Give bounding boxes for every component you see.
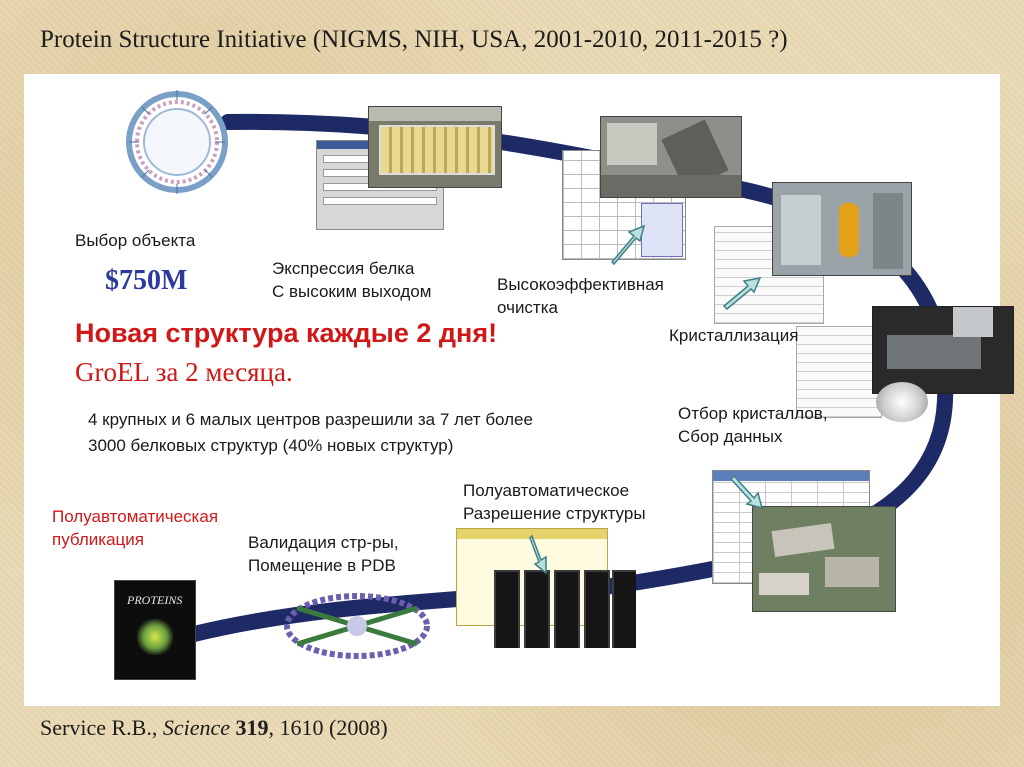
label-purification-line1: Высокоэффективная xyxy=(497,275,664,294)
arrow-crystallization xyxy=(724,278,760,309)
arrow-purification xyxy=(612,226,644,264)
groel-headline: GroEL за 2 месяца. xyxy=(75,357,293,387)
label-validation-line1: Валидация стр-ры, xyxy=(248,533,399,552)
label-validation-line2: Помещение в PDB xyxy=(248,555,396,575)
centers-statistic xyxy=(88,407,533,460)
label-crystal-selection-line2: Сбор данных xyxy=(678,426,783,446)
label-crystal-selection xyxy=(678,403,828,449)
budget-figure: $750M xyxy=(105,265,188,296)
citation-volume: 319 xyxy=(235,715,269,740)
label-publication xyxy=(52,506,218,552)
label-structure-solution xyxy=(463,480,646,526)
label-expression-line2: С высоким выходом xyxy=(272,281,432,301)
label-purification-line2: очистка xyxy=(497,297,558,317)
label-structure-solution-line1: Полуавтоматическое xyxy=(463,481,630,500)
label-expression xyxy=(272,258,431,304)
centers-statistic-line1: 4 крупных и 6 малых центров разрешили за 7 лет более xyxy=(88,410,533,429)
citation-suffix: , 1610 (2008) xyxy=(268,715,388,740)
slide-title: Protein Structure Initiative (NIGMS, NIH, USA, 2001-2010, 2011-2015 ?) xyxy=(40,26,788,53)
label-validation xyxy=(248,532,399,578)
label-purification xyxy=(497,274,664,320)
label-crystallization: Кристаллизация xyxy=(669,326,799,345)
label-target-selection: Выбор объекта xyxy=(75,231,196,250)
label-crystal-selection-line1: Отбор кристаллов, xyxy=(678,404,828,423)
label-publication-line2: публикация xyxy=(52,529,144,549)
centers-statistic-line2: 3000 белковых структур (40% новых структур) xyxy=(88,436,454,456)
journal-cover-title: PROTEINS xyxy=(127,593,183,607)
arrow-structure-solution xyxy=(530,536,546,573)
citation xyxy=(40,715,388,741)
structure-rate-headline: Новая структура каждые 2 дня! xyxy=(75,318,498,348)
label-structure-solution-line2: Разрешение структуры xyxy=(463,503,646,523)
label-expression-line1: Экспрессия белка xyxy=(272,259,415,278)
label-publication-line1: Полуавтоматическая xyxy=(52,507,219,526)
citation-prefix: Service R.B., xyxy=(40,715,163,740)
arrow-crystal-selection xyxy=(731,476,762,508)
citation-journal: Science xyxy=(162,715,230,740)
